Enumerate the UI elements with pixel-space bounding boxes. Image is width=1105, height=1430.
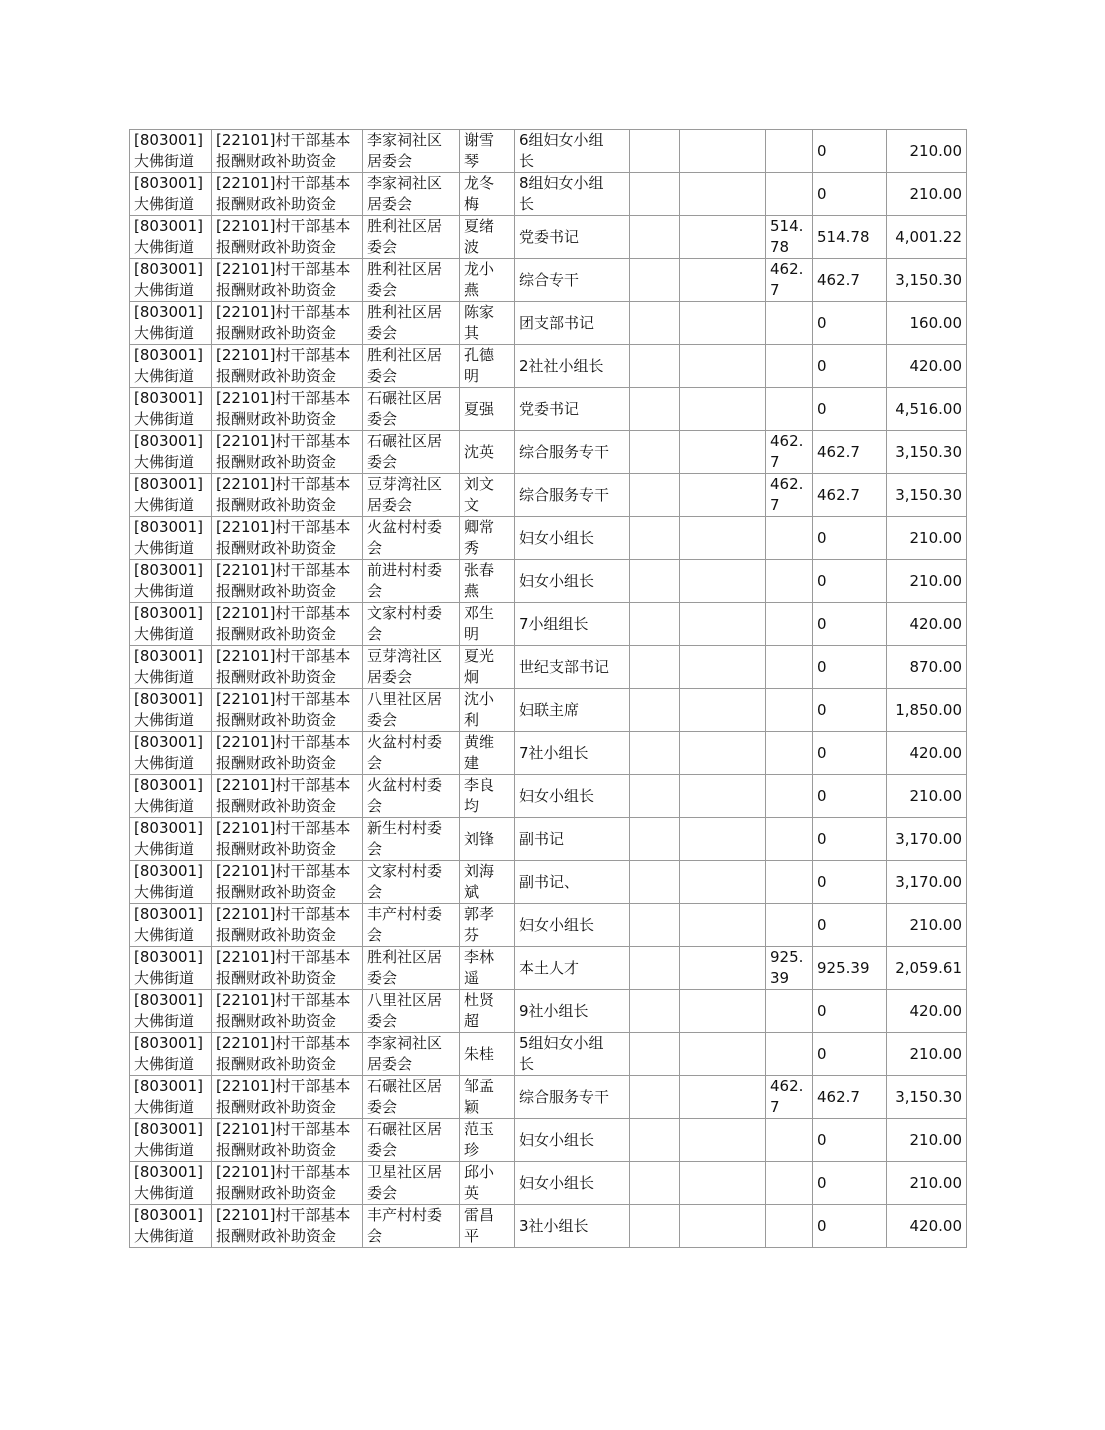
cell-blank-a	[630, 517, 680, 560]
cell-position: 党委书记	[515, 388, 630, 431]
cell-blank-b	[680, 603, 766, 646]
cell-unit: [803001] 大佛街道	[130, 259, 212, 302]
cell-unit: [803001] 大佛街道	[130, 947, 212, 990]
cell-position: 党委书记	[515, 216, 630, 259]
cell-person: 龙冬 梅	[460, 173, 515, 216]
cell-unit: [803001] 大佛街道	[130, 861, 212, 904]
table-row	[130, 130, 967, 173]
cell-org: 石碾社区居 委会	[363, 1076, 460, 1119]
cell-fund: [22101]村干部基本 报酬财政补助资金	[212, 990, 363, 1033]
cell-deduction	[766, 517, 813, 560]
cell-blank-b	[680, 560, 766, 603]
cell-person: 沈英	[460, 431, 515, 474]
cell-blank-b	[680, 1033, 766, 1076]
cell-unit: [803001] 大佛街道	[130, 904, 212, 947]
cell-org: 石碾社区居 委会	[363, 388, 460, 431]
cell-person: 陈家 其	[460, 302, 515, 345]
cell-blank-a	[630, 431, 680, 474]
cell-blank-a	[630, 990, 680, 1033]
cell-blank-b	[680, 689, 766, 732]
table-row	[130, 646, 967, 689]
cell-person: 邓生 明	[460, 603, 515, 646]
cell-fund: [22101]村干部基本 报酬财政补助资金	[212, 560, 363, 603]
cell-position: 副书记	[515, 818, 630, 861]
cell-position: 团支部书记	[515, 302, 630, 345]
cell-deduction	[766, 646, 813, 689]
table-row	[130, 1119, 967, 1162]
cell-org: 李家祠社区 居委会	[363, 130, 460, 173]
cell-blank-a	[630, 388, 680, 431]
cell-person: 张春 燕	[460, 560, 515, 603]
cell-blank-a	[630, 1076, 680, 1119]
cell-blank-b	[680, 302, 766, 345]
table-row	[130, 560, 967, 603]
cell-unit: [803001] 大佛街道	[130, 646, 212, 689]
table-row	[130, 173, 967, 216]
cell-fund: [22101]村干部基本 报酬财政补助资金	[212, 173, 363, 216]
cell-fund: [22101]村干部基本 报酬财政补助资金	[212, 1076, 363, 1119]
cell-org: 胜利社区居 委会	[363, 947, 460, 990]
cell-blank-a	[630, 646, 680, 689]
cell-person: 李良 均	[460, 775, 515, 818]
cell-person: 谢雪 琴	[460, 130, 515, 173]
cell-deduction	[766, 904, 813, 947]
cell-total: 420.00	[887, 990, 967, 1033]
cell-unit: [803001] 大佛街道	[130, 517, 212, 560]
cell-blank-a	[630, 732, 680, 775]
cell-total: 160.00	[887, 302, 967, 345]
cell-amount: 0	[813, 818, 887, 861]
cell-blank-a	[630, 173, 680, 216]
cell-fund: [22101]村干部基本 报酬财政补助资金	[212, 947, 363, 990]
cell-unit: [803001] 大佛街道	[130, 990, 212, 1033]
cell-fund: [22101]村干部基本 报酬财政补助资金	[212, 1162, 363, 1205]
cell-org: 石碾社区居 委会	[363, 1119, 460, 1162]
cell-deduction	[766, 818, 813, 861]
cell-org: 八里社区居 委会	[363, 689, 460, 732]
table-row	[130, 1076, 967, 1119]
cell-person: 黄维 建	[460, 732, 515, 775]
cell-total: 420.00	[887, 1205, 967, 1248]
cell-deduction	[766, 1162, 813, 1205]
cell-person: 范玉 珍	[460, 1119, 515, 1162]
cell-org: 李家祠社区 居委会	[363, 1033, 460, 1076]
cell-unit: [803001] 大佛街道	[130, 1076, 212, 1119]
cell-unit: [803001] 大佛街道	[130, 603, 212, 646]
cell-org: 丰产村村委 会	[363, 1205, 460, 1248]
cell-total: 3,150.30	[887, 1076, 967, 1119]
cell-org: 胜利社区居 委会	[363, 216, 460, 259]
cell-unit: [803001] 大佛街道	[130, 560, 212, 603]
cell-amount: 0	[813, 732, 887, 775]
cell-blank-a	[630, 904, 680, 947]
table-row	[130, 904, 967, 947]
table-row	[130, 1205, 967, 1248]
cell-unit: [803001] 大佛街道	[130, 1119, 212, 1162]
cell-fund: [22101]村干部基本 报酬财政补助资金	[212, 259, 363, 302]
cell-person: 邹孟 颖	[460, 1076, 515, 1119]
table-row	[130, 474, 967, 517]
cell-amount: 514.78	[813, 216, 887, 259]
cell-blank-a	[630, 818, 680, 861]
cell-blank-a	[630, 302, 680, 345]
cell-position: 综合服务专干	[515, 431, 630, 474]
cell-blank-b	[680, 646, 766, 689]
cell-total: 4,516.00	[887, 388, 967, 431]
cell-total: 420.00	[887, 603, 967, 646]
cell-amount: 0	[813, 689, 887, 732]
cell-position: 2社社小组长	[515, 345, 630, 388]
cell-position: 综合专干	[515, 259, 630, 302]
table-row	[130, 302, 967, 345]
cell-org: 胜利社区居 委会	[363, 259, 460, 302]
cell-unit: [803001] 大佛街道	[130, 431, 212, 474]
cell-amount: 462.7	[813, 1076, 887, 1119]
cell-unit: [803001] 大佛街道	[130, 1205, 212, 1248]
cell-position: 世纪支部书记	[515, 646, 630, 689]
cell-blank-b	[680, 173, 766, 216]
cell-blank-a	[630, 1162, 680, 1205]
cell-total: 210.00	[887, 560, 967, 603]
cell-amount: 0	[813, 861, 887, 904]
table-row	[130, 259, 967, 302]
cell-unit: [803001] 大佛街道	[130, 1162, 212, 1205]
cell-fund: [22101]村干部基本 报酬财政补助资金	[212, 517, 363, 560]
cell-blank-b	[680, 517, 766, 560]
table-row	[130, 216, 967, 259]
cell-blank-a	[630, 216, 680, 259]
cell-amount: 0	[813, 990, 887, 1033]
cell-amount: 0	[813, 345, 887, 388]
cell-total: 870.00	[887, 646, 967, 689]
cell-deduction: 925. 39	[766, 947, 813, 990]
cell-amount: 0	[813, 1205, 887, 1248]
table-row	[130, 990, 967, 1033]
cell-fund: [22101]村干部基本 报酬财政补助资金	[212, 861, 363, 904]
cell-position: 3社小组长	[515, 1205, 630, 1248]
table-row	[130, 732, 967, 775]
cell-fund: [22101]村干部基本 报酬财政补助资金	[212, 904, 363, 947]
cell-org: 八里社区居 委会	[363, 990, 460, 1033]
cell-total: 3,170.00	[887, 818, 967, 861]
cell-fund: [22101]村干部基本 报酬财政补助资金	[212, 732, 363, 775]
cell-unit: [803001] 大佛街道	[130, 689, 212, 732]
cell-position: 妇女小组长	[515, 560, 630, 603]
table-row	[130, 947, 967, 990]
cell-unit: [803001] 大佛街道	[130, 775, 212, 818]
cell-fund: [22101]村干部基本 报酬财政补助资金	[212, 775, 363, 818]
cell-person: 夏光 炯	[460, 646, 515, 689]
cell-blank-a	[630, 474, 680, 517]
cell-blank-a	[630, 259, 680, 302]
cell-position: 妇女小组长	[515, 775, 630, 818]
cell-deduction	[766, 1205, 813, 1248]
cell-total: 3,150.30	[887, 259, 967, 302]
cell-position: 妇女小组长	[515, 1119, 630, 1162]
cell-fund: [22101]村干部基本 报酬财政补助资金	[212, 302, 363, 345]
cell-position: 妇女小组长	[515, 517, 630, 560]
cell-position: 7社小组长	[515, 732, 630, 775]
cell-blank-a	[630, 1205, 680, 1248]
cell-total: 2,059.61	[887, 947, 967, 990]
cell-person: 郭孝 芬	[460, 904, 515, 947]
cell-fund: [22101]村干部基本 报酬财政补助资金	[212, 603, 363, 646]
cell-amount: 0	[813, 1162, 887, 1205]
cell-unit: [803001] 大佛街道	[130, 818, 212, 861]
cell-unit: [803001] 大佛街道	[130, 474, 212, 517]
cell-total: 3,150.30	[887, 474, 967, 517]
cell-blank-a	[630, 689, 680, 732]
cell-blank-b	[680, 259, 766, 302]
cell-org: 新生村村委 会	[363, 818, 460, 861]
cell-fund: [22101]村干部基本 报酬财政补助资金	[212, 431, 363, 474]
table-row	[130, 775, 967, 818]
cell-position: 8组妇女小组 长	[515, 173, 630, 216]
cell-amount: 0	[813, 603, 887, 646]
cell-org: 火盆村村委 会	[363, 775, 460, 818]
cell-fund: [22101]村干部基本 报酬财政补助资金	[212, 1205, 363, 1248]
cell-org: 豆芽湾社区 居委会	[363, 646, 460, 689]
cell-position: 副书记、	[515, 861, 630, 904]
cell-person: 龙小 燕	[460, 259, 515, 302]
cell-org: 胜利社区居 委会	[363, 302, 460, 345]
cell-blank-a	[630, 1033, 680, 1076]
cell-fund: [22101]村干部基本 报酬财政补助资金	[212, 818, 363, 861]
cell-blank-a	[630, 775, 680, 818]
cell-deduction	[766, 345, 813, 388]
cell-blank-b	[680, 474, 766, 517]
cell-org: 卫星社区居 委会	[363, 1162, 460, 1205]
cell-amount: 0	[813, 560, 887, 603]
cell-deduction	[766, 130, 813, 173]
cell-unit: [803001] 大佛街道	[130, 302, 212, 345]
cell-deduction	[766, 173, 813, 216]
cell-amount: 0	[813, 1033, 887, 1076]
cell-fund: [22101]村干部基本 报酬财政补助资金	[212, 474, 363, 517]
cell-deduction	[766, 1119, 813, 1162]
cell-deduction: 462. 7	[766, 1076, 813, 1119]
cell-amount: 0	[813, 904, 887, 947]
cell-amount: 0	[813, 130, 887, 173]
cell-org: 文家村村委 会	[363, 861, 460, 904]
cell-fund: [22101]村干部基本 报酬财政补助资金	[212, 646, 363, 689]
cell-position: 9社小组长	[515, 990, 630, 1033]
cell-deduction	[766, 1033, 813, 1076]
table-row	[130, 689, 967, 732]
cell-deduction: 514. 78	[766, 216, 813, 259]
cell-blank-b	[680, 1119, 766, 1162]
cell-position: 综合服务专干	[515, 474, 630, 517]
cell-blank-b	[680, 1205, 766, 1248]
cell-amount: 0	[813, 646, 887, 689]
cell-position: 妇联主席	[515, 689, 630, 732]
cell-deduction: 462. 7	[766, 259, 813, 302]
cell-blank-a	[630, 861, 680, 904]
cell-deduction	[766, 603, 813, 646]
cell-person: 李林 遥	[460, 947, 515, 990]
cell-blank-b	[680, 732, 766, 775]
cell-blank-b	[680, 216, 766, 259]
cell-deduction	[766, 388, 813, 431]
cell-position: 妇女小组长	[515, 904, 630, 947]
cell-amount: 0	[813, 517, 887, 560]
cell-deduction	[766, 302, 813, 345]
cell-deduction	[766, 732, 813, 775]
cell-person: 雷昌 平	[460, 1205, 515, 1248]
cell-total: 210.00	[887, 1119, 967, 1162]
cell-total: 3,170.00	[887, 861, 967, 904]
cell-fund: [22101]村干部基本 报酬财政补助资金	[212, 689, 363, 732]
cell-blank-b	[680, 130, 766, 173]
cell-fund: [22101]村干部基本 报酬财政补助资金	[212, 1033, 363, 1076]
cell-blank-a	[630, 345, 680, 388]
cell-unit: [803001] 大佛街道	[130, 130, 212, 173]
cell-blank-b	[680, 947, 766, 990]
cell-org: 文家村村委 会	[363, 603, 460, 646]
cell-person: 夏绪 波	[460, 216, 515, 259]
cell-position: 妇女小组长	[515, 1162, 630, 1205]
cell-blank-b	[680, 345, 766, 388]
table-row	[130, 1162, 967, 1205]
cell-total: 1,850.00	[887, 689, 967, 732]
cell-amount: 925.39	[813, 947, 887, 990]
cell-total: 420.00	[887, 732, 967, 775]
cell-amount: 0	[813, 302, 887, 345]
cell-unit: [803001] 大佛街道	[130, 173, 212, 216]
cell-total: 210.00	[887, 904, 967, 947]
cell-blank-b	[680, 1076, 766, 1119]
cell-position: 本土人才	[515, 947, 630, 990]
cell-unit: [803001] 大佛街道	[130, 216, 212, 259]
table-row	[130, 431, 967, 474]
cell-total: 420.00	[887, 345, 967, 388]
table-row	[130, 517, 967, 560]
table-row	[130, 1033, 967, 1076]
cell-position: 6组妇女小组 长	[515, 130, 630, 173]
cell-fund: [22101]村干部基本 报酬财政补助资金	[212, 216, 363, 259]
cell-blank-b	[680, 861, 766, 904]
cell-blank-a	[630, 947, 680, 990]
cell-fund: [22101]村干部基本 报酬财政补助资金	[212, 1119, 363, 1162]
cell-person: 卿常 秀	[460, 517, 515, 560]
cell-person: 孔德 明	[460, 345, 515, 388]
cell-unit: [803001] 大佛街道	[130, 732, 212, 775]
cell-blank-b	[680, 904, 766, 947]
cell-blank-b	[680, 990, 766, 1033]
table-row	[130, 345, 967, 388]
cell-amount: 0	[813, 1119, 887, 1162]
cell-unit: [803001] 大佛街道	[130, 345, 212, 388]
cell-amount: 462.7	[813, 259, 887, 302]
cell-org: 丰产村村委 会	[363, 904, 460, 947]
cell-blank-b	[680, 1162, 766, 1205]
data-table	[129, 129, 967, 1248]
cell-position: 7小组组长	[515, 603, 630, 646]
cell-blank-b	[680, 388, 766, 431]
cell-total: 3,150.30	[887, 431, 967, 474]
cell-amount: 462.7	[813, 431, 887, 474]
cell-fund: [22101]村干部基本 报酬财政补助资金	[212, 130, 363, 173]
cell-deduction	[766, 775, 813, 818]
cell-blank-b	[680, 818, 766, 861]
cell-person: 朱桂	[460, 1033, 515, 1076]
cell-total: 210.00	[887, 1162, 967, 1205]
cell-total: 4,001.22	[887, 216, 967, 259]
cell-fund: [22101]村干部基本 报酬财政补助资金	[212, 345, 363, 388]
cell-amount: 0	[813, 173, 887, 216]
cell-person: 杜贤 超	[460, 990, 515, 1033]
cell-blank-a	[630, 560, 680, 603]
cell-org: 石碾社区居 委会	[363, 431, 460, 474]
cell-deduction: 462. 7	[766, 431, 813, 474]
cell-deduction: 462. 7	[766, 474, 813, 517]
cell-fund: [22101]村干部基本 报酬财政补助资金	[212, 388, 363, 431]
cell-total: 210.00	[887, 775, 967, 818]
cell-deduction	[766, 861, 813, 904]
cell-blank-a	[630, 130, 680, 173]
table-row	[130, 818, 967, 861]
cell-org: 李家祠社区 居委会	[363, 173, 460, 216]
cell-person: 夏强	[460, 388, 515, 431]
cell-position: 综合服务专干	[515, 1076, 630, 1119]
cell-unit: [803001] 大佛街道	[130, 1033, 212, 1076]
cell-person: 刘文 文	[460, 474, 515, 517]
cell-org: 胜利社区居 委会	[363, 345, 460, 388]
cell-blank-b	[680, 431, 766, 474]
cell-amount: 0	[813, 388, 887, 431]
cell-deduction	[766, 689, 813, 732]
cell-person: 邱小 英	[460, 1162, 515, 1205]
cell-person: 刘锋	[460, 818, 515, 861]
cell-amount: 0	[813, 775, 887, 818]
cell-org: 前进村村委 会	[363, 560, 460, 603]
cell-org: 豆芽湾社区 居委会	[363, 474, 460, 517]
cell-deduction	[766, 990, 813, 1033]
cell-total: 210.00	[887, 517, 967, 560]
cell-blank-a	[630, 603, 680, 646]
cell-total: 210.00	[887, 130, 967, 173]
cell-total: 210.00	[887, 1033, 967, 1076]
cell-position: 5组妇女小组 长	[515, 1033, 630, 1076]
cell-deduction	[766, 560, 813, 603]
cell-unit: [803001] 大佛街道	[130, 388, 212, 431]
cell-person: 沈小 利	[460, 689, 515, 732]
cell-org: 火盆村村委 会	[363, 517, 460, 560]
cell-total: 210.00	[887, 173, 967, 216]
table-row	[130, 861, 967, 904]
table-row	[130, 388, 967, 431]
cell-blank-b	[680, 775, 766, 818]
cell-blank-a	[630, 1119, 680, 1162]
table-row	[130, 603, 967, 646]
cell-person: 刘海 斌	[460, 861, 515, 904]
cell-org: 火盆村村委 会	[363, 732, 460, 775]
cell-amount: 462.7	[813, 474, 887, 517]
